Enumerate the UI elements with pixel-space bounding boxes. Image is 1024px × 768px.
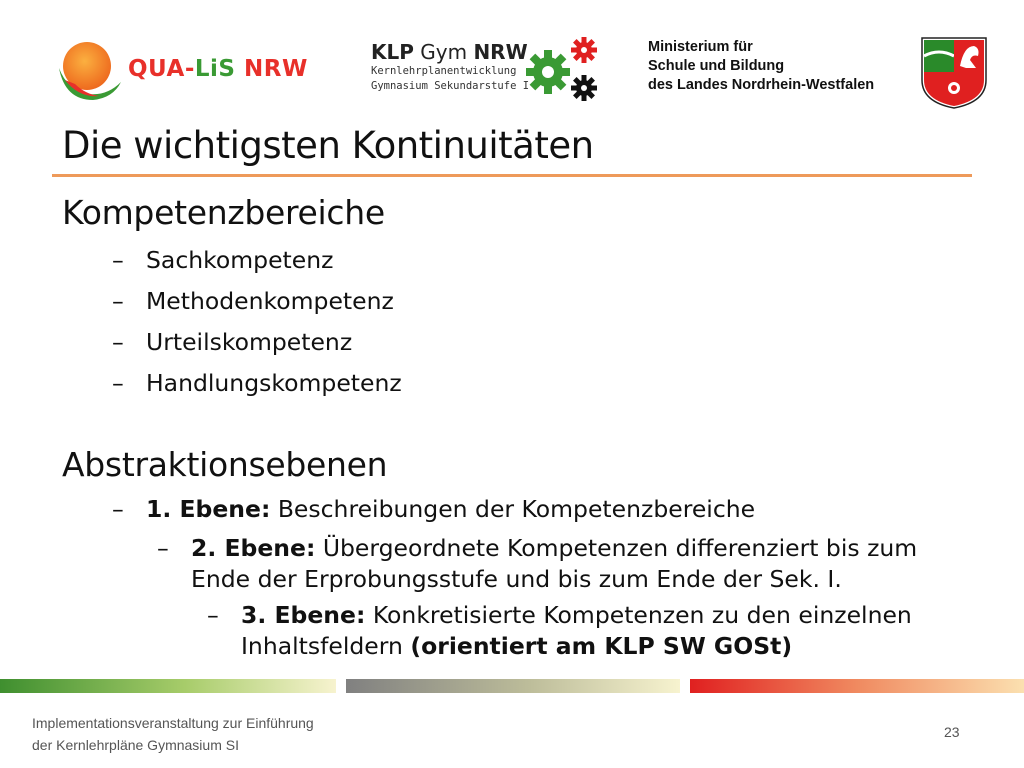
klp-subtitle-1: Kernlehrplanentwicklung — [371, 65, 517, 77]
list-item: – Methodenkompetenz — [112, 287, 394, 315]
klp-subtitle-2: Gymnasium Sekundarstufe I — [371, 80, 530, 92]
footer-text: Implementationsveranstaltung zur Einführung der Kernlehrpläne Gymnasium SI — [32, 715, 314, 753]
list-item: – Handlungskompetenz — [112, 369, 402, 397]
list-item-level2: – 2. Ebene: Übergeordnete Kompetenzen differenziert bis zum Ende der Erprobungsstufe und bis zum Ende der Sek. I. — [157, 534, 918, 593]
list-item: – Sachkompetenz — [112, 246, 334, 274]
gears-icon — [520, 34, 602, 106]
section-heading-kompetenzbereiche: Kompetenzbereiche — [62, 193, 385, 232]
footer-bar-gray — [346, 679, 680, 693]
list-item-level1: – 1. Ebene: Beschreibungen der Kompetenzbereiche — [112, 495, 756, 523]
slide-title: Die wichtigsten Kontinuitäten — [62, 124, 594, 167]
footer-bar-red — [690, 679, 1024, 693]
klp-logo — [371, 40, 529, 94]
title-divider — [52, 174, 972, 177]
footer-bar-green — [0, 679, 336, 693]
list-item: – Urteilskompetenz — [112, 328, 353, 356]
ministry-name: Ministerium für Schule und Bildung des Landes Nordrhein-Westfalen — [648, 39, 875, 93]
page-number: 23 — [944, 724, 960, 740]
klp-title: KLP Gym NRW — [371, 40, 528, 64]
section-heading-abstraktionsebenen: Abstraktionsebenen — [62, 445, 388, 484]
qualis-wordmark: QUA-LiS NRW — [128, 56, 308, 82]
list-item-level3: – 3. Ebene: Konkretisierte Kompetenzen zu den einzelnen Inhaltsfeldern (orientiert am KLP SW GOSt) — [207, 601, 912, 660]
nrw-crest-icon — [920, 36, 988, 110]
